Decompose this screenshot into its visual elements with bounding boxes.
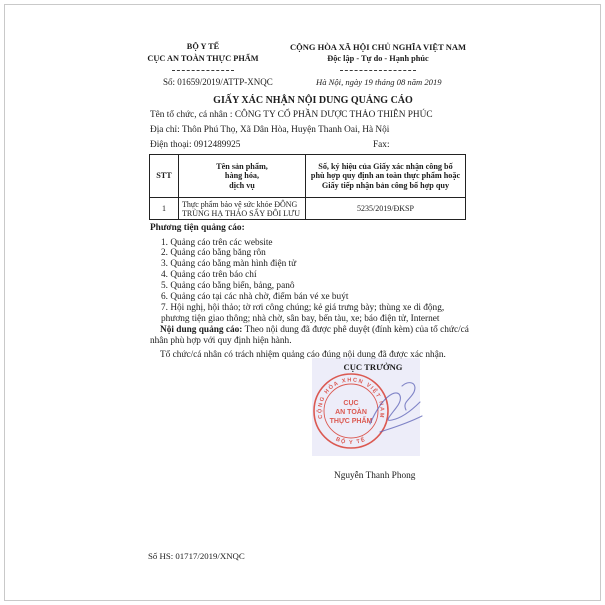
applicant-name-label: Tên tổ chức, cá nhân :: [150, 110, 233, 120]
row-certificate-number: 5235/2019/ĐKSP: [306, 198, 466, 220]
header-certificate-line: Giấy tiếp nhận bản công bố hợp quy: [321, 180, 450, 190]
media-list: [161, 238, 471, 325]
table-row: [150, 198, 466, 220]
header-certificate-line: Số, ký hiệu của Giấy xác nhận công bố: [318, 161, 453, 171]
list-item-number: 5.: [161, 281, 168, 292]
media-heading: Phương tiện quảng cáo:: [150, 222, 245, 233]
header-stt: STT: [150, 155, 179, 198]
handwritten-signature: [362, 372, 428, 444]
list-item-text: Hội nghị, hội thảo; tờ rơi công chúng; kẻ giá trưng bày; thùng xe di động, phương tiện giao thông; nhà chờ, sân bay, bến tàu, xe; báo điện tử, Internet: [161, 302, 445, 324]
row-product-line: TRÙNG HẠ THẢO SẤY ĐÔI LƯU: [182, 208, 300, 218]
content-text: Theo nội dung đã được phê duyệt (đính kèm) của tổ chức/cá nhân phù hợp với quy định hiện hành.: [150, 324, 469, 346]
header-certificate-line: phù hợp quy định an toàn thực phẩm hoặc: [310, 171, 461, 181]
applicant-name-line: [150, 110, 433, 121]
applicant-address-line: [150, 125, 389, 136]
header-product: [179, 155, 306, 198]
list-item-number: 3.: [161, 259, 168, 270]
fax-label: Fax:: [373, 140, 390, 150]
row-product-line: Thực phẩm bảo vệ sức khỏe ĐÔNG: [182, 199, 298, 209]
ministry-name: BỘ Y TẾ: [186, 42, 220, 51]
header-left-divider: [172, 70, 234, 71]
list-item-text: Quảng cáo bằng màn hình điện tử: [170, 259, 297, 270]
list-item: [161, 303, 471, 325]
applicant-address: Thôn Phú Thọ, Xã Dân Hòa, Huyện Thanh Oai, Hà Nội: [181, 125, 390, 135]
signer-name: Nguyễn Thanh Phong: [334, 470, 416, 481]
header-certificate: [306, 155, 466, 198]
national-motto: Độc lập - Tự do - Hạnh phúc: [327, 54, 429, 63]
list-item: [161, 281, 471, 292]
address-label: Địa chỉ:: [150, 125, 180, 135]
header-product-line: Tên sản phẩm,: [216, 161, 268, 171]
row-stt: 1: [150, 198, 179, 220]
applicant-name: CÔNG TY CỔ PHẦN DƯỢC THẢO THIÊN PHÚC: [234, 110, 433, 120]
list-item-number: 7.: [161, 302, 168, 313]
issue-date: Hà Nội, ngày 19 tháng 08 năm 2019: [316, 77, 442, 87]
applicant-phone-line: [150, 140, 240, 151]
list-item: [161, 259, 471, 270]
phone-label: Điện thoại:: [150, 140, 192, 150]
list-item-number: 2.: [161, 248, 168, 259]
agency-name: CỤC AN TOÀN THỰC PHẨM: [147, 54, 259, 63]
row-product: [179, 198, 306, 220]
content-label: Nội dung quảng cáo:: [160, 324, 243, 335]
list-item-number: 1.: [161, 237, 168, 248]
seal-center-line: THỰC PHẨM: [329, 418, 373, 425]
list-item-text: Quảng cáo trên các website: [170, 237, 273, 248]
list-item-text: Quảng cáo bằng băng rôn: [170, 248, 266, 259]
list-item-text: Quảng cáo tại các nhà chờ, điểm bán vé xe buýt: [170, 292, 349, 303]
seal-center-line: AN TOÀN: [335, 409, 367, 416]
list-item: [161, 292, 471, 303]
product-table: [149, 154, 466, 220]
list-item: [161, 248, 471, 259]
seal-ring-top-text: CỘNG HÒA XHCN VIỆT NAM: [317, 377, 385, 420]
file-number: Số HS: 01717/2019/XNQC: [148, 551, 245, 561]
seal-center-line: CỤC: [343, 400, 359, 407]
table-header-row: [150, 155, 466, 198]
header-right-divider: [340, 70, 416, 71]
content-paragraph: [150, 325, 480, 347]
responsibility-note: Tổ chức/cá nhân có trách nhiệm quảng cáo đúng nội dung đã được xác nhận.: [160, 349, 446, 360]
list-item-text: Quảng cáo trên báo chí: [170, 270, 257, 281]
document-title: GIẤY XÁC NHẬN NỘI DUNG QUẢNG CÁO: [213, 95, 413, 106]
signer-title: CỤC TRƯỞNG: [343, 362, 403, 372]
list-item-number: 4.: [161, 270, 168, 281]
seal-ring-bottom-text: BỘ Y TẾ: [334, 436, 368, 447]
header-product-line: hàng hóa,: [224, 171, 260, 181]
list-item: [161, 270, 471, 281]
applicant-phone: 0912489925: [193, 140, 241, 150]
document-number: Số: 01659/2019/ATTP-XNQC: [163, 77, 273, 87]
list-item-text: Quảng cáo bằng biển, bảng, panô: [170, 281, 295, 292]
header-product-line: dịch vụ: [229, 180, 255, 190]
list-item: [161, 238, 471, 249]
list-item-number: 6.: [161, 292, 168, 303]
country-name: CỘNG HÒA XÃ HỘI CHỦ NGHĨA VIỆT NAM: [289, 42, 467, 52]
